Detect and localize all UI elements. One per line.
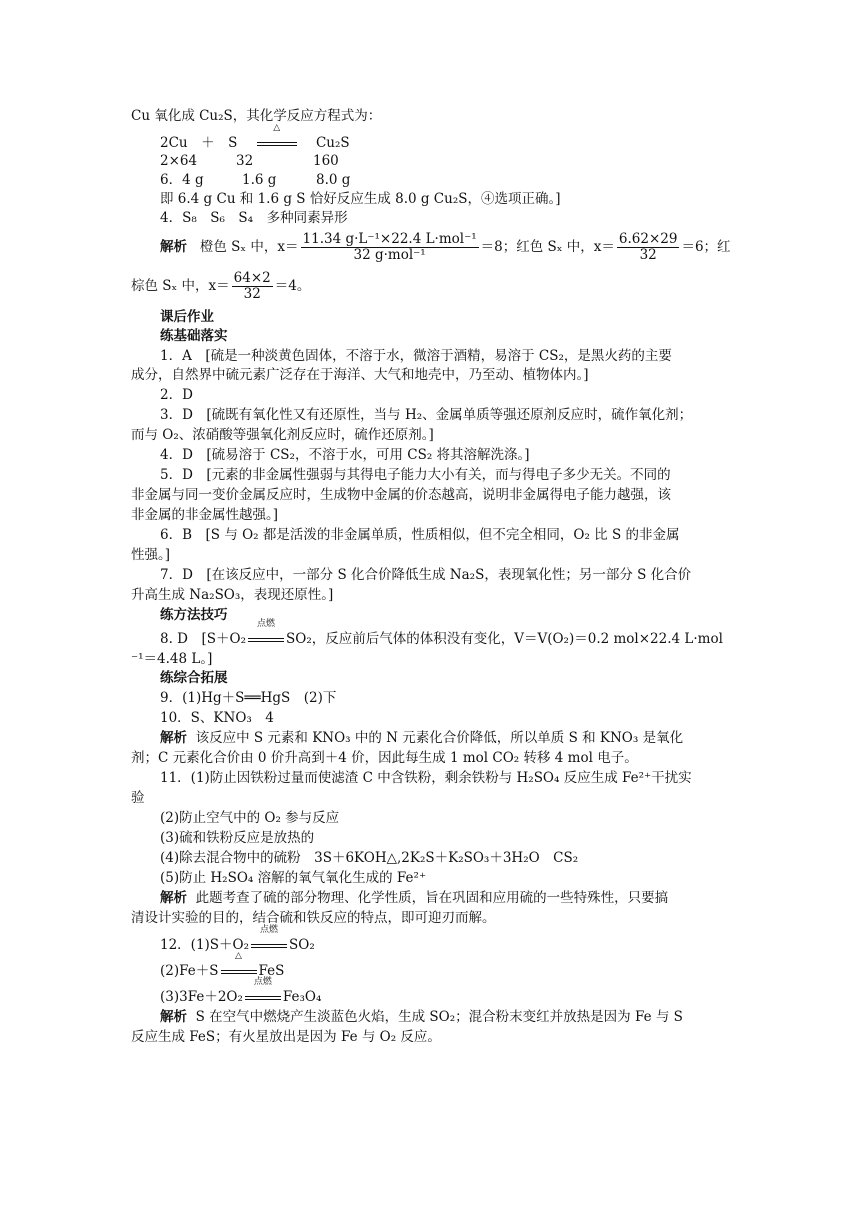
analysis-line — [160, 1008, 683, 1026]
answer-line: 非金属与同一变价金属反应时，生成物中金属的价态越高，说明非金属得电子能力越强，该 — [131, 487, 671, 503]
answer-line: 5．D [元素的非金属性强弱与其得电子能力大小有关，而与得电子多少无关。不同的 — [160, 467, 671, 483]
mass-row — [236, 152, 253, 170]
text-segment: 8. D [S＋O₂ — [160, 631, 246, 647]
reaction-condition: △ — [273, 123, 281, 133]
answer-line: ⁻¹＝4.48 L。] — [131, 651, 213, 667]
answer-line: 7．D [在该反应中，一部分 S 化合价降低生成 Na₂S，表现氧化性；另一部分 S 化合价 — [160, 567, 692, 583]
reaction-condition: 点燃 — [256, 619, 275, 629]
fraction-numerator: 64×2 — [233, 270, 271, 286]
fraction-numerator: 11.34 g·L⁻¹×22.4 L·mol⁻¹ — [302, 231, 477, 247]
text-segment: FeS — [258, 963, 285, 979]
text-segment: SO₂，反应前后气体的体积没有变化，V＝V(O₂)＝0.2 mol×22.4 L·mol — [286, 631, 723, 647]
analysis-label: 解析 — [160, 1009, 187, 1025]
answer-line: 9．(1)Hg＋S══HgS (2)下 — [160, 690, 337, 706]
mass-value: 160 — [313, 153, 339, 169]
answer-line — [160, 619, 723, 648]
text-segment: ＝4。 — [274, 278, 311, 294]
answer-line: 而与 O₂、浓硝酸等强氧化剂反应时，硫作还原剂。] — [131, 427, 434, 443]
equation-left: 2Cu ＋ S — [160, 135, 238, 151]
fraction — [232, 271, 273, 302]
equation-right: Cu₂S — [315, 135, 350, 151]
text-segment: SO₂ — [289, 937, 315, 953]
reaction-condition: 点燃 — [260, 925, 279, 935]
mass-value: 32 — [236, 153, 254, 169]
gram-value: 6．4 g — [160, 172, 204, 188]
analysis-line: 清设计实验的目的，结合硫和铁反应的特点，即可迎刃而解。 — [131, 910, 496, 926]
section-heading: 练基础落实 — [160, 328, 228, 344]
section-heading: 课后作业 — [160, 309, 214, 325]
answer-line: (2)防止空气中的 O₂ 参与反应 — [160, 810, 340, 826]
fraction — [617, 232, 680, 263]
reaction-arrow — [248, 619, 284, 648]
gram-value: 1.6 g — [242, 172, 277, 188]
answer-line: (4)除去混合物中的硫粉 3S＋6KOH△,2K₂S＋K₂SO₃＋3H₂O CS₂ — [160, 850, 579, 866]
equation-line — [160, 123, 350, 152]
gram-row — [242, 171, 276, 189]
analysis-line — [131, 271, 310, 302]
text-segment: 该反应中 S 元素和 KNO₃ 中的 N 元素化合价降低，所以单质 S 和 KNO₃ 是氧化 — [195, 730, 684, 746]
fraction-denominator: 32 g·mol⁻¹ — [353, 247, 426, 263]
gram-row — [316, 171, 350, 189]
text-segment: (3)3Fe＋2O₂ — [160, 989, 243, 1005]
section-heading: 练综合拓展 — [160, 670, 228, 686]
text-segment: 橙色 Sₓ 中，x＝ — [199, 239, 299, 255]
answer-line — [160, 977, 322, 1006]
answer-line: 非金属的非金属性越强。] — [131, 507, 279, 523]
answer-line: 升高生成 Na₂SO₃，表现还原性。] — [131, 587, 334, 603]
text-segment: 12．(1)S＋O₂ — [160, 937, 250, 953]
analysis-line: 反应生成 FeS；有火星放出是因为 Fe 与 O₂ 反应。 — [131, 1029, 441, 1045]
fraction-numerator: 6.62×29 — [618, 231, 678, 247]
text-segment: ＝8；红色 Sₓ 中，x＝ — [480, 239, 615, 255]
text-segment: S 在空气中燃烧产生淡蓝色火焰，生成 SO₂；混合粉末变红并放热是因为 Fe 与 S — [195, 1009, 683, 1025]
gram-value: 8.0 g — [316, 172, 351, 188]
analysis-line — [160, 729, 683, 747]
answer-line: (5)防止 H₂SO₄ 溶解的氧气氧化生成的 Fe²⁺ — [160, 870, 427, 886]
answer-line: 1．A [硫是一种淡黄色固体，不溶于水，微溶于酒精，易溶于 CS₂，是黑火药的主要 — [160, 348, 672, 364]
analysis-line — [160, 232, 731, 263]
analysis-label: 解析 — [160, 239, 187, 255]
answer-line: 3．D [硫既有氧化性又有还原性，当与 H₂、金属单质等强还原剂反应时，硫作氧化剂； — [160, 407, 693, 423]
reaction-condition: 点燃 — [253, 977, 272, 987]
text-line: Cu 氧化成 Cu₂S，其化学反应方程式为： — [131, 108, 382, 124]
answer-line: (3)硫和铁粉反应是放热的 — [160, 830, 315, 846]
answer-line: 10．S、KNO₃ 4 — [160, 710, 274, 726]
analysis-line — [160, 889, 668, 907]
answer-line: 11．(1)防止因铁粉过量而使滤渣 C 中含铁粉，剩余铁粉与 H₂SO₄ 反应生成 Fe²⁺干扰实 — [160, 770, 692, 786]
mass-value: 2×64 — [160, 153, 198, 169]
gram-row — [160, 171, 204, 189]
text-line: 4．S₈ S₆ S₄ 多种同素异形 — [160, 210, 348, 226]
analysis-line: 剂；C 元素化合价由 0 价升高到＋4 价，因此每生成 1 mol CO₂ 转移 4 mol 电子。 — [131, 750, 638, 766]
answer-line: 4．D [硫易溶于 CS₂，不溶于水，可用 CS₂ 将其溶解洗涤。] — [160, 447, 530, 463]
mass-row — [160, 152, 197, 170]
answer-line: 验 — [131, 790, 145, 806]
section-heading: 练方法技巧 — [160, 607, 228, 623]
reaction-arrow — [256, 123, 298, 152]
answer-line: 6．B [S 与 O₂ 都是活泼的非金属单质，性质相似，但不完全相同，O₂ 比 S 的非金属 — [160, 527, 680, 543]
answer-line: 2．D — [160, 387, 193, 403]
text-segment: ＝6；红 — [681, 239, 731, 255]
fraction-denominator: 32 — [243, 286, 261, 302]
analysis-label: 解析 — [160, 730, 187, 746]
text-segment: 此题考查了硫的部分物理、化学性质，旨在巩固和应用硫的一些特殊性，只要搞 — [195, 890, 669, 906]
text-line: 即 6.4 g Cu 和 1.6 g S 恰好反应生成 8.0 g Cu₂S，④选项正确。] — [160, 191, 561, 207]
text-segment: (2)Fe＋S — [160, 963, 219, 979]
text-segment: Fe₃O₄ — [282, 989, 322, 1005]
text-segment: 棕色 Sₓ 中，x＝ — [131, 278, 230, 294]
answer-line: 成分，自然界中硫元素广泛存在于海洋、大气和地壳中，乃至动、植物体内。] — [131, 367, 589, 383]
reaction-arrow — [245, 977, 281, 1006]
reaction-condition: △ — [235, 951, 242, 961]
analysis-label: 解析 — [160, 890, 187, 906]
answer-line: 性强。] — [131, 547, 171, 563]
fraction-denominator: 32 — [639, 247, 657, 263]
mass-row — [313, 152, 339, 170]
fraction — [301, 232, 479, 263]
